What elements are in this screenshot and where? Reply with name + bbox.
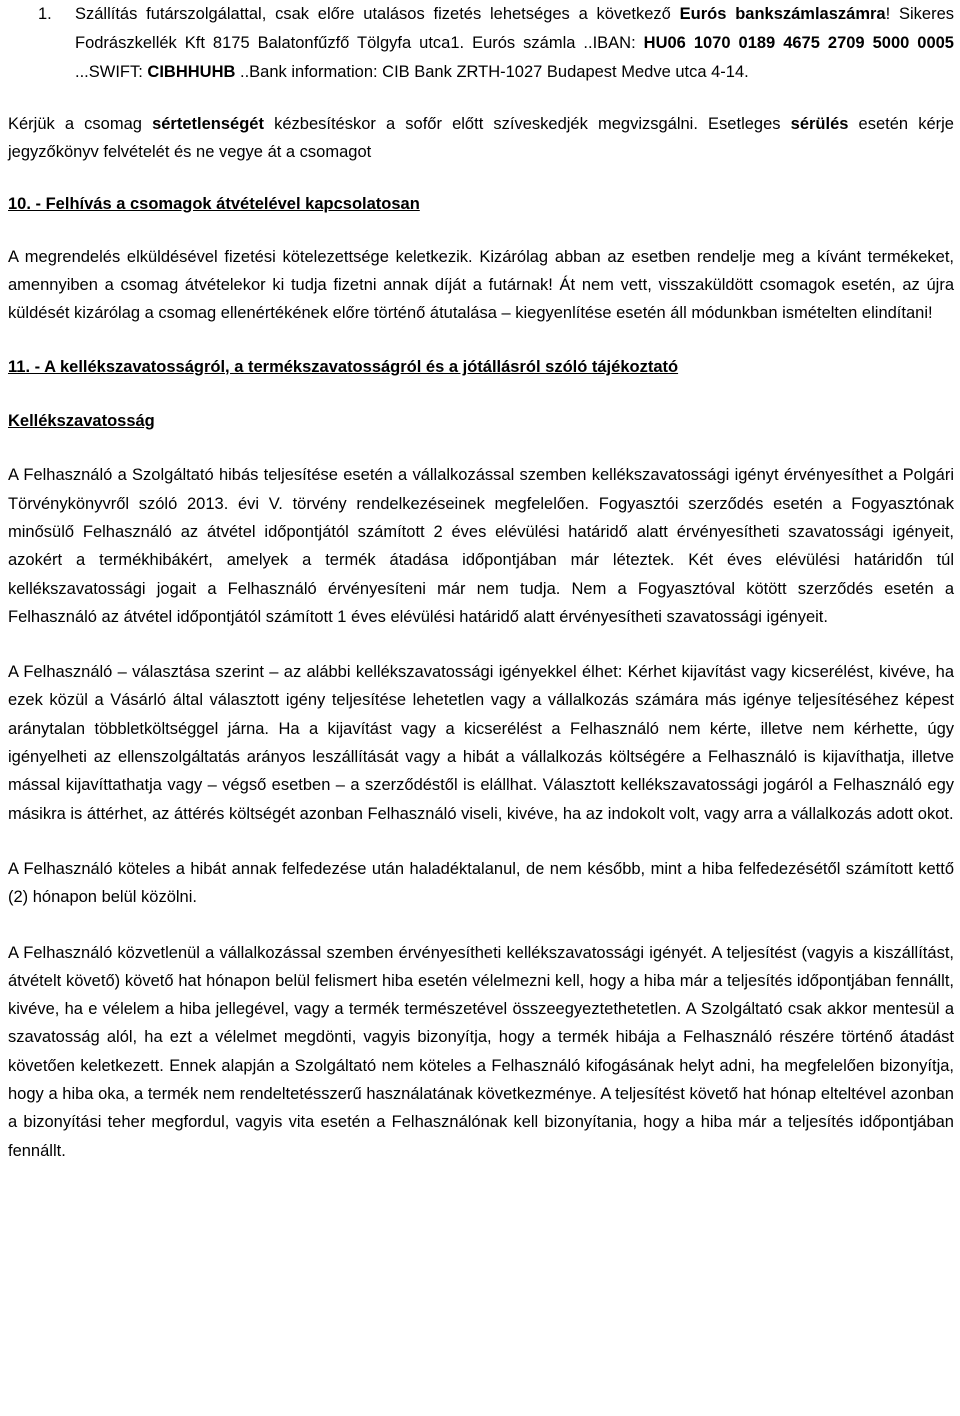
eur-account-label: Eurós bankszámlaszámra xyxy=(679,5,886,23)
list-number: 1. xyxy=(38,5,52,23)
section-11-heading: 11. - A kellékszavatosságról, a termékszavatosságról és a jótállásról szóló tájékoztató xyxy=(8,357,679,376)
payment-text-4: ..Bank information: CIB Bank ZRTH-1027 Budapest Medve utca 4-14. xyxy=(235,63,749,81)
list-item-1 xyxy=(8,0,954,87)
payment-info-text xyxy=(75,0,954,87)
inspection-text-1: Kérjük a csomag xyxy=(8,115,153,133)
inspection-bold-1: sértetlenségét xyxy=(152,115,264,133)
paragraph-3: A Felhasználó köteles a hibát annak felfedezése után haladéktalanul, de nem később, mint a hiba felfedezésétől számított kettő (2) hónapon belül közölni. xyxy=(8,859,954,907)
inspection-bold-2: sérülés xyxy=(790,115,849,133)
paragraph-4: A Felhasználó közvetlenül a vállalkozással szemben érvényesítheti kellékszavatossági igényét. A teljesítést (vagyis a kiszállítást, átvételt követő) követő hat hónapon belül felismert hiba esetén vélelmezni kell, hogy a hiba már a teljesítés időpontjában fennállt, kivéve, ha e vélelem a hiba jellegével, vagy a termék természetével összeegyeztethetetlen. A Szolgáltató csak akkor mentesül a szavatosság alól, ha ezt a vélelmet megdönti, vagyis bizonyítja, hogy a termék hibája a Felhasználó részére történő átadást követően keletkezett. Ennek alapján a Szolgáltató nem köteles a Felhasználó kifogásának helyt adni, ha megfelelően bizonyítja, hogy a hiba oka, a termék nem rendeltetésszerű használatának következménye. A teljesítést követő hat hónap elteltével azonban a bizonyítási teher megfordul, vagyis vita esetén a Felhasználónak kell bizonyítania, hogy a hiba már a teljesítés időpontjában fennállt. xyxy=(8,943,954,1160)
inspection-text-3: esetén kérje jegyzőkönyv felvételét és ne vegye át a csomagot xyxy=(8,115,954,162)
section-11-subheading: Kellékszavatosság xyxy=(8,412,155,431)
inspection-text-2: kézbesítéskor a sofőr előtt szíveskedjék megvizsgálni. Esetleges xyxy=(263,115,791,133)
payment-text-1: Szállítás futárszolgálattal, csak előre utalásos fizetés lehetséges a következő xyxy=(75,5,680,23)
payment-text-3: ...SWIFT: xyxy=(75,63,148,81)
paragraph-1: A Felhasználó a Szolgáltató hibás teljesítése esetén a vállalkozással szemben kellékszavatossági igényt érvényesíthet a Polgári Törvénykönyvről szóló 2013. évi V. törvény rendelkezéseinek megfelelően. Fogyasztói szerződés esetén a Fogyasztónak minősülő Felhasználó az átvétel időpontjától számított 2 éves elévülési határidő alatt érvényesítheti szavatossági igényeit, azokért a termékhibákért, amelyek a termék átadása időpontjában már léteztek. Két éves elévülési határidőn túl kellékszavatossági jogait a Felhasználó érvényesíteni már nem tudja. Nem a Fogyasztóval kötött szerződés esetén a Felhasználó az átvétel időpontjától számított 1 éves elévülési határidő alatt érvényesítheti szavatossági igényeit. xyxy=(8,466,954,626)
payment-text-2: ! Sikeres Fodrászkellék Kft 8175 Balatonfűzfő Tölgyfa utca1. Eurós számla ..IBAN: xyxy=(75,5,954,52)
swift-value: CIBHHUHB xyxy=(147,63,236,81)
paragraph-2: A Felhasználó – választása szerint – az alábbi kellékszavatossági igényekkel élhet: Kérhet kijavítást vagy kicserélést, kivéve, ha ezek közül a Vásárló által választott igény teljesítése lehetetlen vagy a vállalkozás számára más igénye teljesítéséhez képest aránytalan többletköltséggel járna. Ha a kijavítást vagy a kicserélést a Felhasználó nem kérte, illetve nem kérhette, úgy igényelheti az ellenszolgáltatás arányos leszállítását vagy a hibát a vállalkozás költségére a Felhasználó is kijavíthatja, illetve mással kijavíttathatja vagy – végső esetben – a szerződéstől is elállhat. Választott kellékszavatossági jogáról a Felhasználó egy másikra is áttérhet, az áttérés költségét azonban Felhasználó viseli, kivéve, ha az indokolt volt, vagy arra a vállalkozás adott okot. xyxy=(8,663,954,823)
section-10-body: A megrendelés elküldésével fizetési kötelezettsége keletkezik. Kizárólag abban az esetben rendelje meg a kívánt termékeket, amennyiben a csomag átvételekor ki tudja fizetni annak díját a futárnak! Át nem vett, visszaküldött csomagok esetén, az újra küldését kizárólag a csomag ellenértékének előre történő átutalása – kiegyenlítése esetén áll módunkban ismételten elindítani! xyxy=(8,247,954,323)
iban-value: HU06 1070 0189 4675 2709 5000 0005 xyxy=(643,34,954,52)
inspection-paragraph xyxy=(8,110,954,167)
section-10-heading: 10. - Felhívás a csomagok átvételével kapcsolatosan xyxy=(8,194,420,213)
